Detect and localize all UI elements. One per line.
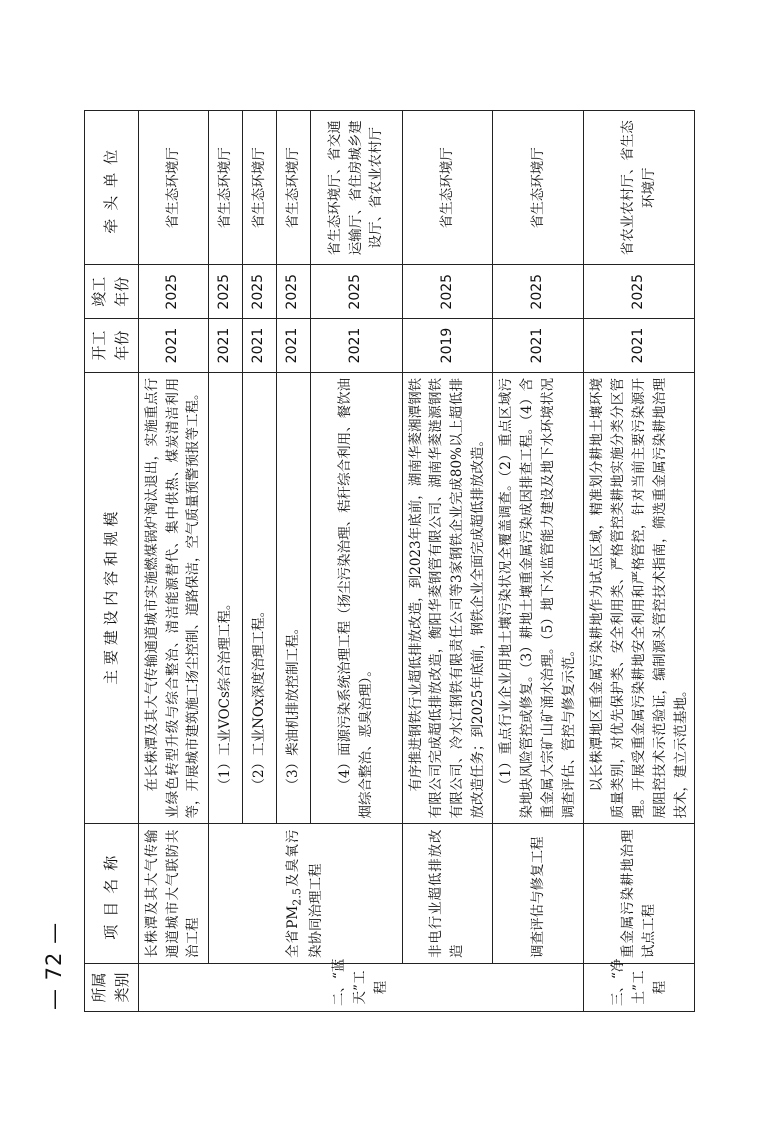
project-name: 非电行业超低排放改造	[402, 824, 493, 963]
project-name: 调查评估与修复工程	[493, 824, 584, 963]
end-year: 2025	[402, 265, 493, 319]
project-content: （1）重点行业企业用地土壤污染状况全覆盖调查。（2）重点区域污染地块风险管控或修复。（3）耕地土壤重金属污染成因排查工程。（4）含重金属大宗矿山矿涌水治理。（5）地下水监管能力建设及地下水环境状况调查评估、管控与修复示范。	[493, 372, 584, 824]
header-category: 所属类别	[85, 963, 139, 1011]
table-row	[402, 111, 493, 1012]
project-table	[84, 110, 695, 1012]
project-name: 重金属污染耕地治理试点工程	[583, 824, 695, 963]
project-name	[208, 824, 402, 963]
lead-unit: 省生态环境厅、省交通运输厅、省住房城乡建设厅、省农业农村厅	[310, 111, 402, 265]
project-content: （3）柴油机排放控制工程。	[276, 372, 310, 824]
start-year: 2021	[310, 319, 402, 373]
start-year: 2021	[493, 319, 584, 373]
project-name: 长株潭及其大气传输通道城市大气联防共治工程	[138, 824, 208, 963]
header-lead-unit: 牵头单位	[85, 111, 139, 265]
project-content: 有序推进钢铁行业超低排放改造，到2023年底前，湖南华菱湘潭钢铁有限公司完成超低排放改造，衡阳华菱钢管有限公司、湖南华菱涟源钢铁有限公司、冷水江钢铁有限责任公司等3家钢铁企业完成80%以上超低排放改造任务；到2025年底前，钢铁企业全面完成超低排放改造。	[402, 372, 493, 824]
end-year: 2025	[208, 265, 242, 319]
page-number: — 72 —	[42, 921, 66, 1010]
lead-unit: 省生态环境厅	[138, 111, 208, 265]
start-year: 2021	[583, 319, 695, 373]
start-year: 2019	[402, 319, 493, 373]
table-row	[138, 111, 208, 1012]
project-content: 以长株潭地区重金属污染耕地作为试点区域，精准划分耕地土壤环境质量类别，对优先保护类、安全利用类、严格管控类耕地实施分类分区管理。开展受重金属污染耕地安全利用和严格管控，针对当前主要污染源开展阻控技术示范验证，编制源头管控技术指南，筛选重金属污染耕地治理技术，建立示范基地。	[583, 372, 695, 824]
table-row	[208, 111, 242, 1012]
lead-unit: 省生态环境厅	[276, 111, 310, 265]
lead-unit: 省生态环境厅	[493, 111, 584, 265]
project-name-tail: 及臭氧污染协同治理工程	[284, 829, 325, 958]
header-content: 主 要 建 设 内 容 和 规 模	[85, 372, 139, 824]
lead-unit: 省生态环境厅	[208, 111, 242, 265]
project-name-main: 全省PM	[284, 905, 301, 958]
end-year: 2025	[583, 265, 695, 319]
lead-unit: 省生态环境厅	[242, 111, 276, 265]
header-project: 项目名称	[85, 824, 139, 963]
project-content: 在长株潭及其大气传输通道城市实施燃煤锅炉淘汰退出，实施重点行业绿色转型升级与综合整治、清洁能源替代、集中供热、煤炭清洁利用等，开展城市建筑施工扬尘控制、道路保洁，空气质量预警预报等工程。	[138, 372, 208, 824]
project-content: （1）工业VOCs综合治理工程。	[208, 372, 242, 824]
start-year: 2021	[276, 319, 310, 373]
end-year: 2025	[310, 265, 402, 319]
table-row	[583, 111, 695, 1012]
end-year: 2025	[276, 265, 310, 319]
header-end-year: 竣工年份	[85, 265, 139, 319]
project-name-subscript: 2.5	[290, 887, 304, 906]
start-year: 2021	[138, 319, 208, 373]
header-row	[85, 111, 139, 1012]
start-year: 2021	[208, 319, 242, 373]
end-year: 2025	[138, 265, 208, 319]
header-start-year: 开工年份	[85, 319, 139, 373]
lead-unit: 省生态环境厅	[402, 111, 493, 265]
project-content: （4）面源污染系统治理工程（扬尘污染治理、秸秆综合利用、餐饮油烟综合整治、恶臭治理）。	[310, 372, 402, 824]
category-clean-soil: 三、“净土”工程	[583, 963, 695, 1011]
project-content: （2）工业NOx深度治理工程。	[242, 372, 276, 824]
end-year: 2025	[493, 265, 584, 319]
category-blue-sky: 二、“蓝天”工程	[138, 963, 583, 1011]
start-year: 2021	[242, 319, 276, 373]
end-year: 2025	[242, 265, 276, 319]
lead-unit: 省农业农村厅、省生态环境厅	[583, 111, 695, 265]
table-row	[493, 111, 584, 1012]
